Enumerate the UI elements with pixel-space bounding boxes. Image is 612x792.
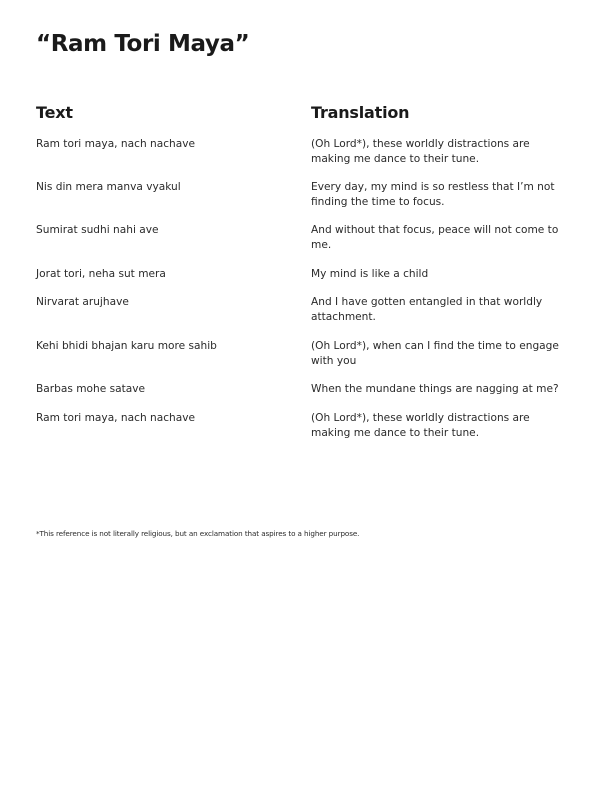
lyric-translation: (Oh Lord*), these worldly distractions are making me dance to their tune. — [311, 138, 530, 165]
lyric-translation: And I have gotten entangled in that worldly attachment. — [311, 296, 543, 323]
column-header-translation: Translation — [311, 103, 410, 122]
footnote: *This reference is not literally religious, but an exclamation that aspires to a higher purpose. — [36, 529, 360, 538]
column-header-text: Text — [36, 103, 73, 122]
page-title: “Ram Tori Maya” — [36, 31, 250, 57]
lyric-translation: When the mundane things are nagging at me? — [311, 383, 559, 395]
lyric-text: Ram tori maya, nach nachave — [36, 412, 196, 424]
lyric-text: Ram tori maya, nach nachave — [36, 138, 196, 150]
lyric-translation: My mind is like a child — [311, 268, 429, 280]
lyric-text: Barbas mohe satave — [36, 383, 146, 395]
lyric-translation: (Oh Lord*), these worldly distractions are making me dance to their tune. — [311, 412, 530, 439]
lyric-translation: And without that focus, peace will not come to me. — [311, 224, 559, 251]
lyric-text: Nis din mera manva vyakul — [36, 181, 181, 193]
lyric-translation: (Oh Lord*), when can I find the time to engage with you — [311, 340, 559, 367]
lyric-text: Kehi bhidi bhajan karu more sahib — [36, 340, 217, 352]
lyric-text: Nirvarat arujhave — [36, 296, 129, 308]
lyric-text: Sumirat sudhi nahi ave — [36, 224, 159, 236]
lyric-text: Jorat tori, neha sut mera — [36, 268, 166, 280]
lyric-translation: Every day, my mind is so restless that I’m not finding the time to focus. — [311, 181, 555, 208]
